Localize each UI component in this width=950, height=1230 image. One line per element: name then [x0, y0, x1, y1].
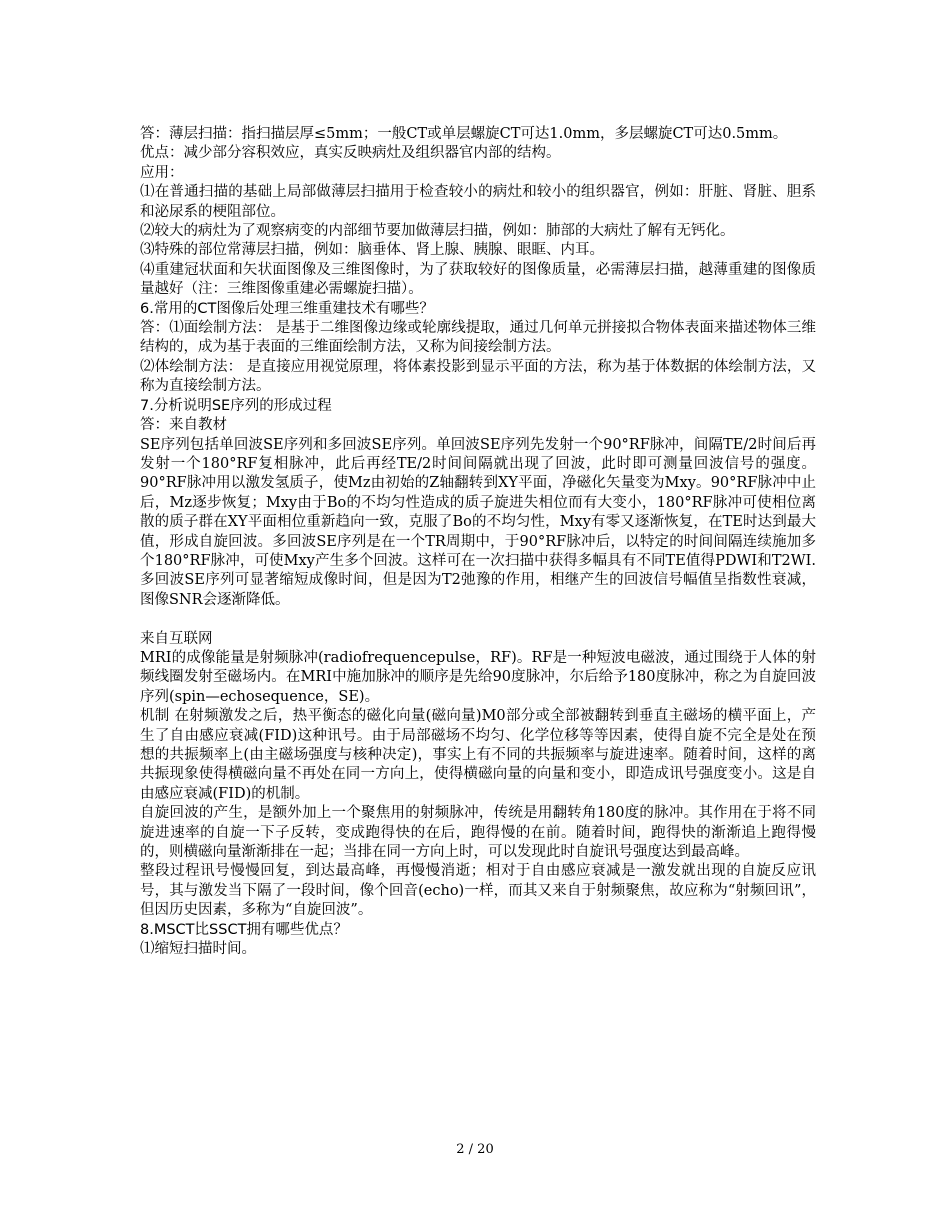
answer-8-item-1: ⑴缩短扫描时间。	[140, 941, 256, 958]
page-number: 2 / 20	[456, 1142, 494, 1157]
question-8-heading: 8.MSCT比SSCT拥有哪些优点？	[140, 921, 348, 938]
advantage-paragraph: 优点：减少部分容积效应，真实反映病灶及组织器官内部的结构。	[140, 145, 561, 162]
blank-line	[140, 610, 816, 629]
answer-7-source-label: 答：来自教材	[140, 417, 227, 434]
application-item-1: ⑴在普通扫描的基础上局部做薄层扫描用于检查较小的病灶和较小的组织器官，例如：肝脏、肾脏、胆系和泌尿系的梗阻部位。	[140, 184, 816, 220]
application-heading: 应用：	[140, 164, 184, 181]
answer-6-item-1: 答：⑴面绘制方法： 是基于二维图像边缘或轮廓线提取，通过几何单元拼接拟合物体表面来描述物体三维结构的，成为基于表面的三维面绘制方法，又称为间接绘制方法。	[140, 320, 816, 356]
application-item-3: ⑶特殊的部位常薄层扫描，例如：脑垂体、肾上腺、胰腺、眼眶、内耳。	[140, 242, 604, 259]
question-7-heading: 7.分析说明SE序列的形成过程	[140, 397, 332, 414]
se-sequence-paragraph: SE序列包括单回波SE序列和多回波SE序列。单回波SE序列先发射一个90°RF脉冲，间隔TE/2时间后再发射一个180°RF复相脉冲，此后再经TE/2时间间隔就出现了回波，此时即可测量回波信号的强度。90°RF脉冲用以激发氢质子，使Mz由初始的Z轴翻转到XY平面，净磁化矢量变为Mxy。90°RF脉冲中止后，Mz逐步恢复；Mxy由于Bo的不均匀性造成的质子旋进失相位而有大变小，180°RF脉冲可使相位离散的质子群在XY平面相位重新趋向一致，克服了Bo的不均匀性，Mxy有零又逐渐恢复，在TE时达到最大值，形成自旋回波。多回波SE序列是在一个TR周期中，于90°RF脉冲后，以特定的时间间隔连续施加多个180°RF脉冲，可使Mxy产生多个回波。这样可在一次扫描中获得多幅具有不同TE值得PDWI和T2WI.多回波SE序列可显著缩短成像时间，但是因为T2弛豫的作用，相继产生的回波信号幅值呈指数性衰减，图像SNR会逐渐降低。	[140, 436, 816, 608]
application-item-2: ⑵较大的病灶为了观察病变的内部细节要加做薄层扫描，例如：肺部的大病灶了解有无钙化。	[140, 223, 735, 240]
mri-energy-paragraph: MRI的成像能量是射频脉冲(radiofrequencepulse，RF)。RF是一种短波电磁波，通过围绕于人体的射频线圈发射至磁场内。在MRI中施加脉冲的顺序是先给90度脉冲，尔后给予180度脉冲，称之为自旋回波序列(spin—echosequence，SE)。	[140, 649, 816, 705]
spin-echo-paragraph: 自旋回波的产生，是额外加上一个聚焦用的射频脉冲，传统是用翻转角180度的脉冲。其作用在于将不同旋进速率的自旋一下子反转，变成跑得快的在后，跑得慢的在前。随着时间，跑得快的渐渐追上跑得慢的，则横磁向量渐渐排在一起；当排在同一方向上时，可以发现此时自旋讯号强度达到最高峰。	[140, 805, 816, 861]
mechanism-paragraph: 机制 在射频激发之后，热平衡态的磁化向量(磁向量)M0部分或全部被翻转到垂直主磁场的横平面上，产生了自由感应衰减(FID)这种讯号。由于局部磁场不均匀、化学位移等等因素，使得自旋不完全是处在预想的共振频率上(由主磁场强度与核种决定)，事实上有不同的共振频率与旋进速率。随着时间，这样的离共振现象使得横磁向量不再处在同一方向上，使得横磁向量的向量和变小，即造成讯号强度变小。这是自由感应衰减(FID)的机制。	[140, 708, 816, 802]
internet-source-label: 来自互联网	[140, 630, 213, 647]
document-body	[140, 125, 816, 959]
question-6-heading: 6.常用的CT图像后处理三维重建技术有哪些？	[140, 300, 434, 317]
application-item-4: ⑷重建冠状面和矢状面图像及三维图像时，为了获取较好的图像质量，必需薄层扫描，越薄重建的图像质量越好（注：三维图像重建必需螺旋扫描）。	[140, 261, 816, 298]
process-paragraph: 整段过程讯号慢慢回复，到达最高峰，再慢慢消逝；相对于自由感应衰减是一激发就出现的自旋反应讯号，其与激发当下隔了一段时间，像个回音(echo)一样，而其又来自于射频聚焦，故应称为“射频回讯”，但因历史因素，多称为“自旋回波”。	[140, 863, 816, 919]
answer-6-item-2: ⑵体绘制方法： 是直接应用视觉原理，将体素投影到显示平面的方法，称为基于体数据的体绘制方法，又称为直接绘制方法。	[140, 358, 816, 395]
answer-paragraph: 答：薄层扫描：指扫描层厚≤5mm；一般CT或单层螺旋CT可达1.0mm，多层螺旋CT可达0.5mm。	[140, 126, 788, 142]
